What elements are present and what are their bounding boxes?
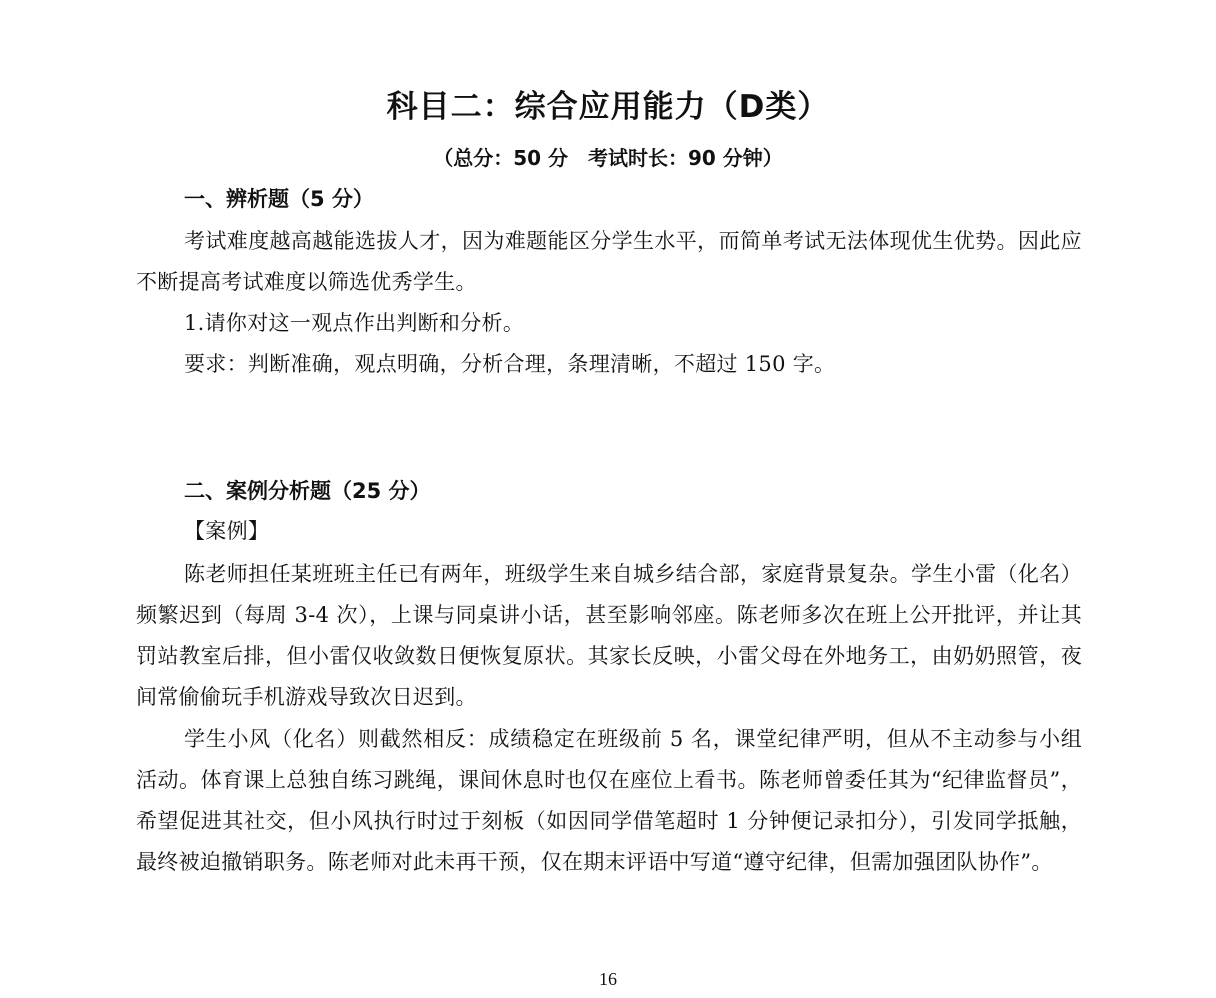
analysis-statement: 考试难度越高越能选拔人才，因为难题能区分学生水平，而简单考试无法体现优生优势。因此应不断提高考试难度以筛选优秀学生。 bbox=[136, 229, 1082, 294]
exam-subtitle: （总分：50 分 考试时长：90 分钟） bbox=[433, 146, 783, 170]
exam-title: 科目二：综合应用能力（D类） bbox=[386, 89, 830, 125]
analysis-question: 1.请你对这一观点作出判断和分析。 bbox=[184, 311, 525, 335]
analysis-requirement: 要求：判断准确，观点明确，分析合理，条理清晰，不超过 150 字。 bbox=[184, 352, 836, 376]
page-number: 16 bbox=[599, 969, 617, 989]
case-label: 【案例】 bbox=[184, 519, 270, 543]
case-paragraph-1: 陈老师担任某班班主任已有两年，班级学生来自城乡结合部，家庭背景复杂。学生小雷（化名）频繁迟到（每周 3-4 次），上课与同桌讲小话，甚至影响邻座。陈老师多次在班上公开批评，并让其罚站教室后排，但小雷仅收敛数日便恢复原状。其家长反映，小雷父母在外地务工，由奶奶照管，夜间常偷偷玩手机游戏导致次日迟到。 bbox=[136, 562, 1082, 709]
section-heading-analysis: 一、辨析题（5 分） bbox=[184, 187, 374, 211]
case-paragraph-2: 学生小风（化名）则截然相反：成绩稳定在班级前 5 名，课堂纪律严明，但从不主动参与小组活动。体育课上总独自练习跳绳，课间休息时也仅在座位上看书。陈老师曾委任其为“纪律监督员”，希望促进其社交，但小风执行时过于刻板（如因同学借笔超时 1 分钟便记录扣分），引发同学抵触，最终被迫撤销职务。陈老师对此未再干预，仅在期末评语中写道“遵守纪律，但需加强团队协作”。 bbox=[136, 727, 1082, 874]
section-heading-case: 二、案例分析题（25 分） bbox=[184, 479, 431, 503]
